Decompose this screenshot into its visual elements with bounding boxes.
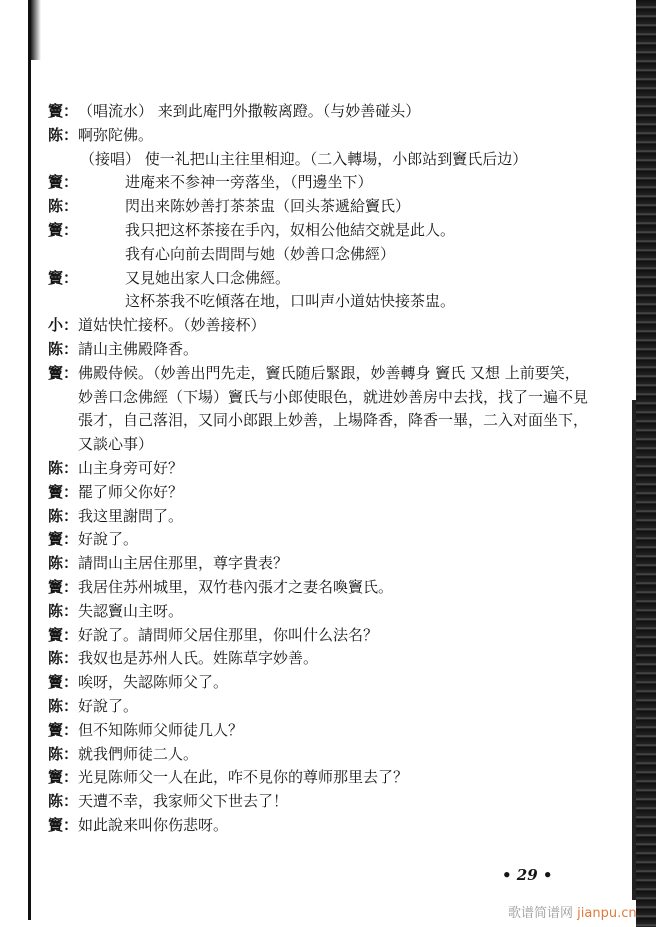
line-text: 我居住苏州城里，双竹巷內張才之妻名喚竇氏。 <box>78 577 394 596</box>
speaker-label: 陈： <box>48 125 79 144</box>
line-text: 唉呀，失認陈师父了。 <box>78 673 229 692</box>
line-text: 請山主佛殿降香。 <box>78 339 199 358</box>
line-text: 好說了。請問师父居住那里，你叫什么法名？ <box>78 625 379 644</box>
watermark-cn: 歌谱简谱网 <box>508 906 574 921</box>
dialogue-line <box>48 338 588 362</box>
speaker-label: 竇： <box>48 530 79 549</box>
line-text: 好說了。 <box>78 530 139 549</box>
dialogue-line <box>48 600 588 624</box>
speaker-label: 竇： <box>48 268 79 287</box>
line-text: 道姑快忙接杯。（妙善接杯） <box>78 316 266 335</box>
dialogue-line <box>48 624 588 648</box>
watermark-en: jianpu.cn <box>577 906 637 921</box>
dialogue-line <box>48 743 588 767</box>
dialogue-line <box>48 505 588 529</box>
speaker-label: 陈： <box>48 554 79 573</box>
dialogue-line <box>48 719 588 743</box>
line-text: 我有心向前去問問与她（妙善口念佛經） <box>125 244 396 263</box>
line-text: 我奴也是苏州人氏。姓陈草字妙善。 <box>78 649 319 668</box>
speaker-label: 竇： <box>48 673 79 692</box>
speaker-label: 陈： <box>48 339 79 358</box>
speaker-label: 陈： <box>48 506 79 525</box>
sung-line <box>48 148 588 172</box>
speaker-label: 竇： <box>48 220 79 239</box>
dialogue-line <box>48 671 588 695</box>
site-watermark <box>508 902 637 921</box>
line-text: 我只把这杯茶接在手內，奴相公他結交就是此人。 <box>125 220 456 239</box>
line-text: 如此說来叫你伤悲呀。 <box>78 815 229 834</box>
verse-line <box>48 195 588 219</box>
line-text: 罷了师父你好？ <box>78 482 184 501</box>
line-text: 但不知陈师父师徒几人？ <box>78 720 244 739</box>
page-number: • 29 • <box>502 866 553 884</box>
speaker-label: 陈： <box>48 649 79 668</box>
dialogue-line <box>48 766 588 790</box>
dialogue-line <box>48 124 588 148</box>
dialogue-line <box>48 528 588 552</box>
dialogue-line <box>48 481 588 505</box>
dialogue-line <box>48 552 588 576</box>
speaker-label: 陈： <box>48 696 79 715</box>
line-text: 佛殿侍候。（妙善出門先走，竇氏随后緊跟，妙善轉身 竇氏 又想 上前要笑，妙善口念佛經（下場）竇氏与小郎使眼色，就进妙善房中去找，找了一遍不見張才，自己落泪，又同小郎跟上妙善，上場降香，降香一畢，二入对面坐下，又談心事） <box>78 363 589 454</box>
line-text: 进庵来不参神一旁落坐，（門邊坐下） <box>125 173 373 192</box>
verse-line <box>48 243 588 267</box>
stage-direction-block <box>48 362 588 457</box>
dialogue-line <box>48 790 588 814</box>
line-text: 又見她出家人口念佛經。 <box>125 268 291 287</box>
line-text: （唱流水） 来到此庵門外撒鞍离蹬。（与妙善碰头） <box>78 102 421 120</box>
line-text: 天遭不幸，我家师父下世去了！ <box>78 792 289 811</box>
speaker-label: 竇： <box>48 720 79 739</box>
dialogue-line <box>48 314 588 338</box>
speaker-label: 陈： <box>48 792 79 811</box>
dialogue-line <box>48 647 588 671</box>
page-binding-shadow <box>31 0 41 60</box>
line-text: 山主身旁可好？ <box>78 458 184 477</box>
line-text: 这杯茶我不吃傾落在地，口叫声小道姑快接茶盅。 <box>125 292 456 311</box>
speaker-label: 竇： <box>48 173 79 192</box>
speaker-label: 陈： <box>48 601 79 620</box>
speaker-label: 竇： <box>48 577 79 596</box>
line-text: （接唱） 使一礼把山主往里相迎。（二入轉場，小郎站到竇氏后边） <box>80 149 528 168</box>
dialogue-line <box>48 457 588 481</box>
speaker-label: 竇： <box>48 768 79 787</box>
line-text: 就我們师徒二人。 <box>78 744 199 763</box>
dialogue-line <box>48 576 588 600</box>
page-binding-edge-right-inner <box>632 400 636 900</box>
verse-line <box>48 290 588 314</box>
speaker-label: 竇： <box>48 625 79 644</box>
line-text: 請問山主居住那里，尊字貴表？ <box>78 554 289 573</box>
line-text: 我这里謝問了。 <box>78 506 184 525</box>
line-text: 光見陈师父一人在此，咋不見你的尊师那里去了？ <box>78 768 409 787</box>
line-text: 失認竇山主呀。 <box>78 601 184 620</box>
dialogue-line <box>48 100 588 124</box>
speaker-label: 陈： <box>48 744 79 763</box>
speaker-label: 竇： <box>48 815 79 834</box>
speaker-label: 陈： <box>48 458 79 477</box>
verse-line <box>48 171 588 195</box>
page-binding-edge-left <box>28 0 31 920</box>
dialogue-line <box>48 814 588 838</box>
verse-line <box>48 219 588 243</box>
speaker-label: 竇： <box>48 363 79 382</box>
line-text: 閃出来陈妙善打茶茶盅（回头茶遞給竇氏） <box>125 197 411 216</box>
page-binding-edge-right <box>636 0 656 927</box>
line-text: 好說了。 <box>78 696 139 715</box>
script-text <box>48 100 588 838</box>
speaker-label: 陈： <box>48 197 79 216</box>
verse-line <box>48 267 588 291</box>
dialogue-line <box>48 695 588 719</box>
speaker-label: 竇： <box>48 482 79 501</box>
speaker-label: 竇： <box>48 102 79 120</box>
line-text: 啊弥陀佛。 <box>78 125 154 144</box>
speaker-label: 小： <box>48 316 79 335</box>
